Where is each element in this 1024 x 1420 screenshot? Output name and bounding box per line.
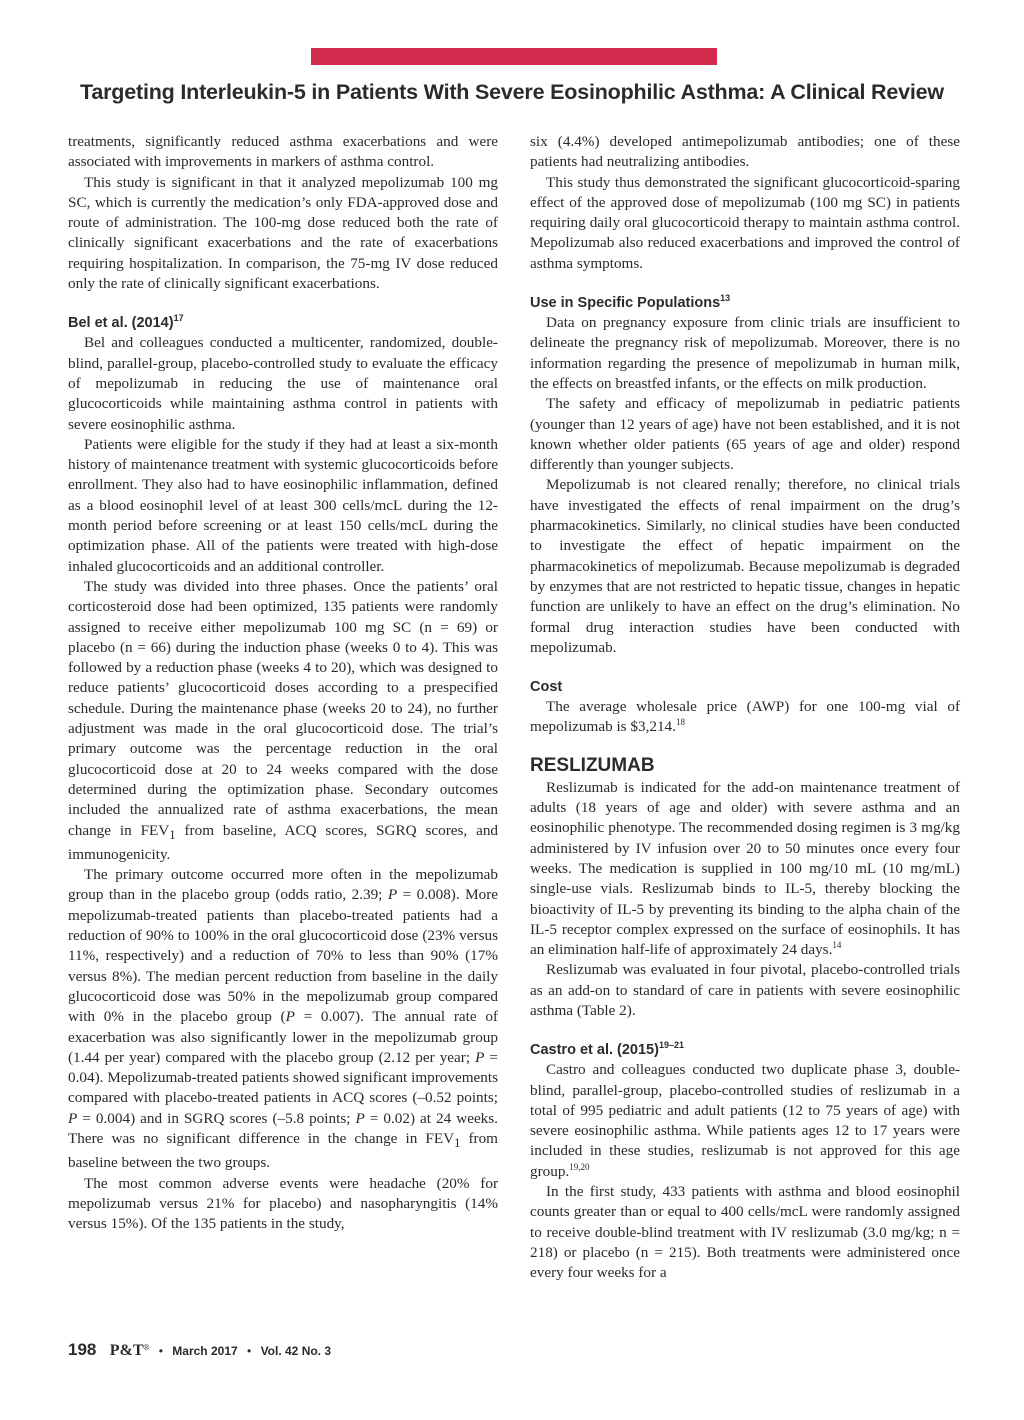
reference: 19,20: [569, 1161, 590, 1172]
italic-p: P: [68, 1109, 78, 1127]
italic-p: P: [387, 886, 398, 904]
italic-p: P: [285, 1008, 295, 1026]
text-run: from baseline between the two groups.: [68, 1129, 498, 1172]
paragraph: treatments, significantly reduced asthma exacerbations and were associated with improvements in markers of asthma control.: [68, 133, 498, 171]
heading-reference: 13: [720, 293, 731, 304]
paragraph: Data on pregnancy exposure from clinic trials are insufficient to delineate the pregnancy risk of mepolizumab. Moreover, there is no information regarding the presence of mepolizumab in human milk, the effects on breastfed infants, or the effects on milk production.: [530, 314, 960, 392]
text-run: The average wholesale price (AWP) for one 100-mg vial of mepolizumab is $3,214.: [530, 698, 960, 736]
text-run: = 0.007). The annual rate of exacerbation was also significantly lower in the mepolizumab group (1.44 per year) compared with the placebo group (2.12 per year;: [68, 1008, 498, 1066]
header-accent-bar: [311, 48, 717, 65]
paragraph: The safety and efficacy of mepolizumab in pediatric patients (younger than 12 years of age) have not been established, and it is not known whether older patients (65 years of age and older) respond differently than younger subjects.: [530, 395, 960, 474]
journal-name: P&T: [109, 1342, 144, 1359]
paragraph: In the first study, 433 patients with asthma and blood eosinophil counts greater than or equal to 400 cells/mcL were randomly assigned to receive double-blind treatment with IV reslizumab (3.0 mg/kg; n = 218) or placebo (n = 215). Both treatments were administered once every four weeks for a: [530, 1183, 960, 1282]
paragraph: This study is significant in that it analyzed mepolizumab 100 mg SC, which is currently the medication’s only FDA-approved dose and route of administration. The 100-mg dose reduced both the rate of clinically significant exacerbations and the rate of exacerbations requiring hospitalization. In comparison, the 75-mg IV dose reduced only the rate of clinically significant exacerbations.: [68, 173, 498, 293]
italic-p: P: [475, 1048, 485, 1066]
paragraph: [530, 697, 960, 738]
section-heading-bel: [68, 313, 498, 333]
text-run: The study was divided into three phases. Once the patients’ oral corticosteroid dose had been optimized, 135 patients were randomly assigned to receive either mepolizumab 100 mg SC (n = 69) or placebo (n = 66) during the induction phase (weeks 0 to 4). This was followed by a reduction phase (weeks 4 to 20), which was designed to reduce patients’ glucocorticoid doses according to a prespecified schedule. During the maintenance phase (weeks 20 to 24), no further adjustment was made in the oral glucocorticoid dose. The trial’s primary outcome was the percentage reduction in the oral glucocorticoid dose at 20 to 24 weeks compared with the dose determined during the optimization phase. Secondary outcomes included the annualized rate of asthma exacerbations, the mean change in FEV: [68, 577, 498, 839]
reference: 14: [832, 940, 842, 951]
page-footer: [68, 1340, 331, 1360]
heading-text: Castro et al. (2015): [530, 1042, 659, 1059]
separator: •: [158, 1344, 163, 1358]
volume-issue: Vol. 42 No. 3: [260, 1344, 332, 1358]
heading-reference: 19–21: [658, 1040, 684, 1051]
section-heading-cost: Cost: [530, 679, 563, 696]
text-run: = 0.004) and in SGRQ scores (–5.8 points;: [77, 1109, 356, 1127]
issue-date: March 2017: [172, 1344, 238, 1358]
paragraph: This study thus demonstrated the significant glucocorticoid-sparing effect of the approved dose of mepolizumab (100 mg SC) in patients requiring daily oral glucocorticoid therapy to maintain asthma control. Mepolizumab also reduced exacerbations and improved the control of asthma symptoms.: [530, 173, 960, 272]
section-heading-specific-populations: [530, 293, 960, 313]
left-column: [68, 132, 498, 1235]
paragraph: Bel and colleagues conducted a multicenter, randomized, double-blind, parallel-group, placebo-controlled study to evaluate the efficacy of mepolizumab in reducing the use of maintenance oral glucocorticoids while maintaining asthma control in patients with severe eosinophilic asthma.: [68, 334, 498, 433]
heading-text: Bel et al. (2014): [68, 315, 174, 332]
subscript: 1: [454, 1136, 461, 1151]
text-run: = 0.008). More mepolizumab-treated patients than placebo-treated patients had a reduction of 90% to 100% in the oral glucocorticoid dose (23% versus 11%, respectively) and a reduction of 70% to less than 90% (17% versus 8%). The median percent reduction from baseline in the daily glucocorticoid dose was 50% in the mepolizumab group compared with 0% in the placebo group (: [68, 886, 498, 1026]
separator: •: [247, 1344, 252, 1358]
paragraph: six (4.4%) developed antimepolizumab antibodies; one of these patients had neutralizing antibodies.: [530, 133, 960, 171]
subscript: 1: [169, 827, 176, 842]
text-run: = 0.04). Mepolizumab-treated patients showed significant improvements compared with placebo-treated patients in ACQ scores (–0.52 points;: [68, 1048, 498, 1107]
heading-text: Use in Specific Populations: [530, 295, 721, 312]
section-heading-castro: [530, 1040, 960, 1060]
registered-mark: ®: [143, 1343, 150, 1352]
heading-reference: 17: [173, 313, 184, 324]
paragraph: Patients were eligible for the study if they had at least a six-month history of maintenance treatment with systemic glucocorticoids before enrollment. They also had to have eosinophilic inflammation, defined as a blood eosinophil level of at least 300 cells/mcL during the 12-month period before screening or at least 150 cells/mcL during the optimization phase. All of the patients were treated with high-dose inhaled glucocorticoids and an additional controller.: [68, 435, 498, 575]
right-column: [530, 132, 960, 1284]
paragraph: [530, 1060, 960, 1182]
paragraph: [68, 577, 498, 865]
italic-p: P: [355, 1109, 365, 1127]
paragraph: [68, 865, 498, 1173]
reference: 18: [675, 717, 685, 728]
paragraph: The most common adverse events were headache (20% for mepolizumab versus 21% for placebo) and nasopharyngitis (14% versus 15%). Of the 135 patients in the study,: [68, 1174, 498, 1233]
text-run: Castro and colleagues conducted two duplicate phase 3, double-blind, parallel-group, placebo-controlled studies of reslizumab in a total of 995 pediatric and adult patients (12 to 75 years of age) with severe eosinophilic asthma. While patients ages 12 to 17 years were included in these studies, reslizumab is not approved for this age group.: [530, 1061, 960, 1180]
running-title: Targeting Interleukin-5 in Patients With Severe Eosinophilic Asthma: A Clinical Review: [80, 80, 944, 104]
text-run: from baseline, ACQ scores, SGRQ scores, and immunogenicity.: [68, 821, 499, 863]
paragraph: Reslizumab was evaluated in four pivotal, placebo-controlled trials as an add-on to standard of care in patients with severe eosinophilic asthma (Table 2).: [530, 961, 960, 1019]
text-run: The primary outcome occurred more often in the mepolizumab group than in the placebo group (odds ratio, 2.39;: [68, 866, 498, 904]
page-number: 198: [68, 1340, 97, 1359]
paragraph: Mepolizumab is not cleared renally; therefore, no clinical trials have investigated the effects of renal impairment on the drug’s pharmacokinetics. Similarly, no clinical studies have been conducted to investigate the effect of hepatic impairment on the pharmacokinetics of mepolizumab. Because mepolizumab is degraded by enzymes that are not restricted to hepatic tissue, changes in hepatic function are unlikely to have an effect on the drug’s elimination. No formal drug interaction studies have been conducted with mepolizumab.: [530, 476, 960, 656]
paragraph: [530, 778, 960, 961]
text-run: Reslizumab is indicated for the add-on maintenance treatment of adults (18 years of age and older) with severe asthma and an eosinophilic phenotype. The recommended dosing regimen is 3 mg/kg administered by IV infusion over 20 to 50 minutes once every four weeks. The medication is supplied in 100 mg/10 mL (10 mg/mL) single-use vials. Reslizumab binds to IL-5, thereby blocking the bioactivity of IL-5 by preventing its binding to the alpha chain of the IL-5 receptor complex expressed on the surface of eosinophils. It has an elimination half-life of approximately 24 days.: [530, 778, 960, 959]
text-run: = 0.02) at 24 weeks. There was no significant difference in the change in FEV: [68, 1109, 498, 1147]
section-heading-reslizumab: RESLIZUMAB: [530, 754, 655, 776]
